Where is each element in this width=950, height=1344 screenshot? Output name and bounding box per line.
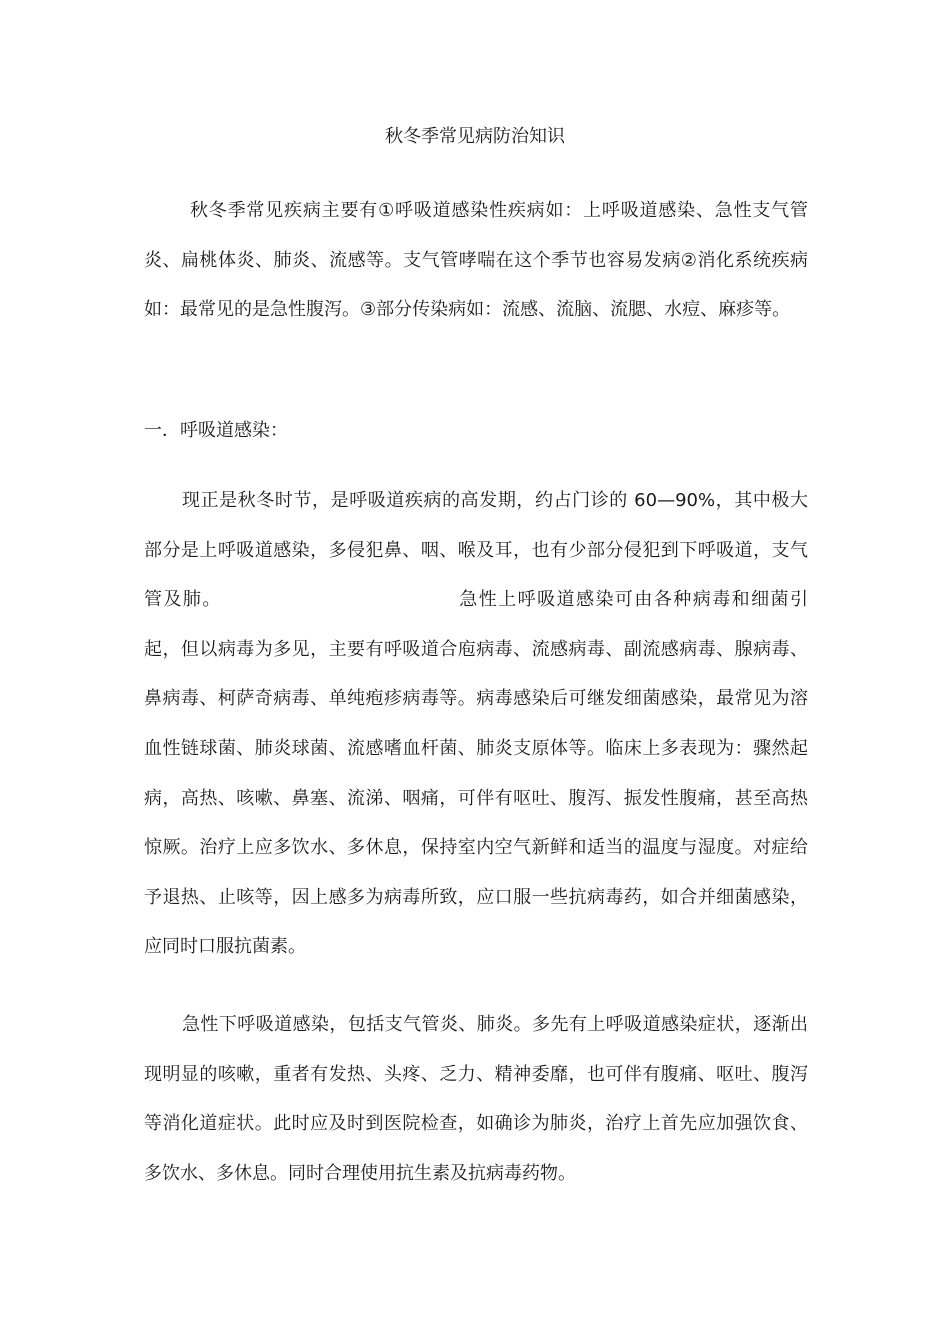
intro-paragraph: 秋冬季常见疾病主要有①呼吸道感染性疾病如：上呼吸道感染、急性支气管炎、扁桃体炎、肺炎、流感等。支气管哮喘在这个季节也容易发病②消化系统疾病如：最常见的是急性腹泻。③部分传染病如：流感、流脑、流腮、水痘、麻疹等。: [144, 200, 808, 321]
respiratory-paragraph-1-part-b: 急性上呼吸道感染可由各种病毒和细菌引起，但以病毒为多见，主要有呼吸道合庖病毒、流感病毒、副流感病毒、腺病毒、鼻病毒、柯萨奇病毒、单纯疱疹病毒等。病毒感染后可继发细菌感染，最常见为溶血性链球菌、肺炎球菌、流感嗜血杆菌、肺炎支原体等。临床上多表现为：骤然起病，高热、咳嗽、鼻塞、流涕、咽痛，可伴有呕吐、腹泻、振发性腹痛，甚至高热惊厥。治疗上应多饮水、多休息，保持室内空气新鲜和适当的温度与湿度。对症给予退热、止咳等，因上感多为病毒所致，应口服一些抗病毒药，如合并细菌感染，应同时口服抗菌素。: [144, 589, 809, 958]
section-heading-respiratory: 一．呼吸道感染：: [144, 420, 288, 441]
respiratory-paragraph-2: 急性下呼吸道感染，包括支气管炎、肺炎。多先有上呼吸道感染症状，逐渐出现明显的咳嗽，重者有发热、头疼、乏力、精神委靡，也可伴有腹痛、呕吐、腹泻等消化道症状。此时应及时到医院检查，如确诊为肺炎，治疗上首先应加强饮食、多饮水、多休息。同时合理使用抗生素及抗病毒药物。: [144, 1014, 808, 1184]
respiratory-paragraph-1: [144, 476, 808, 972]
respiratory-paragraph-1-part-a: 现正是秋冬时节，是呼吸道疾病的高发期，约占门诊的 60—90%，其中极大部分是上呼吸道感染，多侵犯鼻、咽、喉及耳，也有少部分侵犯到下呼吸道，支气管及肺。: [144, 490, 808, 611]
page-title: 秋冬季常见病防治知识: [385, 126, 565, 147]
